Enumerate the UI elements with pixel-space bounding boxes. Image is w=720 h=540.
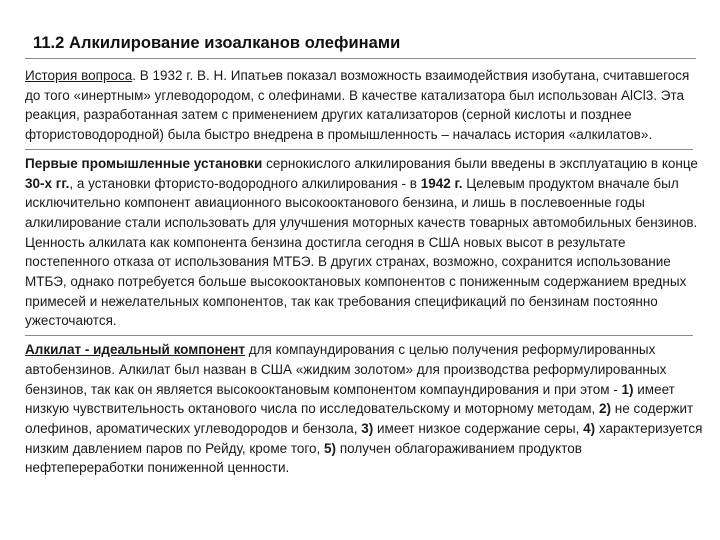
ideal-text-1: для компаундирования с целью получения реформулированных автобензинов. Алкилат был назван в США «жидким золотом» для производства реформулированных бензинов, так как он является высокооктановым компонентом компаундирования и при этом - [25,342,667,397]
history-heading: История вопроса [25,68,133,83]
first-units-text-3: Целевым продуктом вначале был исключительно компонент авиационного высокооктанового бензина, и лишь в послевоенные годы алкилирование стали использовать для улучшения моторных качеств товарных автомобильных бензинов. Ценность алкилата как компонента бензина достигла сегодня в США новых высот в результате постепенного отказа от использования МТБЭ. В других странах, возможно, сохранится использование МТБЭ, однако потребуется больше высокооктановых компонентов с пониженным содержанием вредных примесей и нежелательных компонентов, так как требования спецификаций по бензинам постоянно ужесточаются. [25,175,698,329]
ideal-num-5: 5) [324,440,337,456]
ideal-text-5: характеризуется низким давлением паров по Рейду, кроме того, [25,420,703,456]
paragraph-first-units [25,154,703,331]
ideal-num-1: 1) [621,381,634,397]
title-divider [25,58,696,59]
ideal-num-3: 3) [361,420,374,436]
first-units-heading: Первые промышленные установки [25,155,263,171]
first-units-bold-2: 1942 г. [420,175,463,191]
first-units-text-2: , а установки фтористо-водородного алкилирования - в [69,175,421,191]
ideal-text-6: получен облагораживанием продуктов нефтепереработки пониженной ценности. [25,440,582,476]
ideal-text-2: имеет низкую чувствительность октанового числа по исследовательскому и моторному методам, [25,381,675,417]
ideal-text-4: имеет низкое содержание серы, [373,420,584,436]
first-units-bold-1: 30-х гг. [25,175,70,191]
paragraph-divider [25,149,693,150]
ideal-num-4: 4) [583,420,596,436]
ideal-component-heading: Алкилат - идеальный компонент [25,342,246,358]
history-text: . В 1932 г. В. Н. Ипатьев показал возможность взаимодействия изобутана, считавшегося до того «инертным» углеводородом, с олефинами. В качестве катализатора был использован AlCl3. Эта реакция, разработанная затем с применением других катализаторов (серной кислоты и позднее фтористоводородной) была быстро внедрена в промышленность – началась история «алкилатов». [25,68,690,143]
paragraph-divider [25,335,693,336]
document-body [25,66,703,478]
paragraph-ideal-component [25,340,703,478]
paragraph-history [25,66,703,145]
page-title: 11.2 Алкилирование изоалканов олефинами [33,34,401,52]
first-units-text-1: сернокислого алкилирования были введены в эксплуатацию в конце [262,155,698,171]
ideal-text-3: не содержит олефинов, ароматических углеводородов и бензола, [25,401,694,436]
ideal-num-2: 2) [599,401,612,417]
